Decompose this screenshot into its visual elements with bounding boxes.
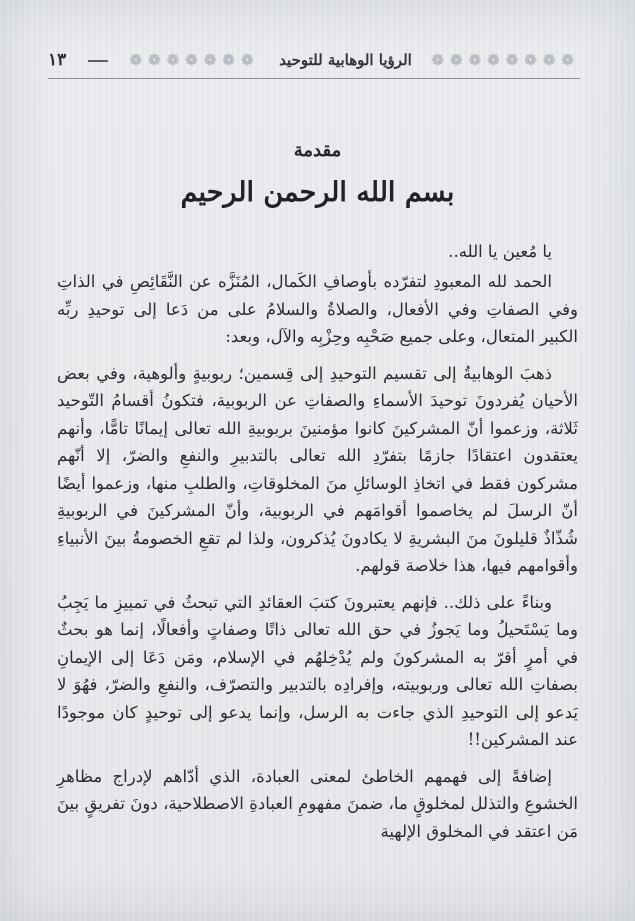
paragraph-wahhabi-division: ذهبَ الوهابيةُ إلى تقسيم التوحيدِ إلى قِسمين؛ ربوبيةٍ وألوهية، وفي بعض الأحيان يُفردونَ توحيدَ الأسماءِ والصفاتِ عن الربوبية، فتكونُ أقسامُ التّوحيد ثَلاثة، وزعموا أنّ المشركينَ كانوا مؤمنينَ بربوبيةِ الله تعالى إيمانًا تامًّا، وأنهم يعتقدون اعتقادًا جازمًا بتفرّدِ الله تعالى بالتدبيرِ والنفعِ والضرّ، إلا أنّهم مشركون فقط في اتخاذِ الوسائلِ منَ المخلوقاتِ، والطلبِ منها، وزعموا أيضًا أنّ الرسلَ لم يخاصموا أقوامَهم في الربوبية، وأنّ المشركينَ في الربوبيةِ شُذّاذٌ قليلونَ منَ البشريةِ لا يكادونَ يُذكرون، ولذا لم تقعِ الخصومةُ بينَ الأنبياءِ وأقوامهم فيها، هذا خلاصة قولهم. xyxy=(57,363,578,575)
paragraph-consequence: وبناءً على ذلك.. فإنهم يعتبرونَ كتبَ العقائدِ التي تبحثُ في تمييزِ ما يَجِبُ وما يَسْتَحيلُ وما يَجوزُ في حق الله تعالى ذاتًا وصفاتٍ وأفعالًا، إنما هو بحثٌ في أمرٍ أقرّ به المشركونَ ولم يُدْخِلهُم في الإسلام، ومَن دَعَا إلى الإيمانِ بصفاتِ الله تعالى وربوبيته، وإفرادِه بالتدبير والتصرّف، والنفعِ والضرّ، فهُوَ لا يَدعو إلى التوحيدِ الذي جاءت به الرسل، وإنما يدعو إلى توحيدٍ كان موجودًا عند المشركين!! xyxy=(57,592,578,749)
book-title: الرؤيا الوهابية للتوحيد xyxy=(279,51,412,69)
ornament-row-right-icon: ❁❁❁❁❁❁❁❁ xyxy=(431,51,580,69)
header-dash xyxy=(88,60,108,62)
paragraph-hamdala: الحمد لله المعبودِ لتفرّده بأوصافِ الكَمال، المُنَزَّه عن النَّقَائِصِ في الذاتِ وفي الصفاتِ وفي الأفعال، والصلاةُ والسلامُ على من دَعا إلى توحيدِ ربِّه الكبير المتعال، وعلى جميع صَحْبِه وحِزْبِه والآل، وبعد: xyxy=(57,272,578,346)
basmala: بسم الله الرحمن الرحيم xyxy=(180,177,455,208)
ornament-row-left-icon: ❁❁❁❁❁❁❁ xyxy=(129,51,260,69)
page-body xyxy=(57,88,578,845)
page-number: ١٣ xyxy=(48,50,67,70)
invocation-line: يا مُعين يا الله.. xyxy=(448,242,552,261)
section-heading: مقدمة xyxy=(293,140,342,161)
running-header xyxy=(48,52,580,79)
paragraph-worship-meaning: إضافةً إلى فهمهم الخاطئ لمعنى العبادة، الذي أدّاهم لإدراج مظاهرِ الخشوعِ والتذلل لمخلوقٍ ما، ضمنَ مفهومِ العبادةِ الاصطلاحية، دونَ تفريقٍ بينَ مَن اعتقد في المخلوق الإلهية xyxy=(57,766,578,841)
